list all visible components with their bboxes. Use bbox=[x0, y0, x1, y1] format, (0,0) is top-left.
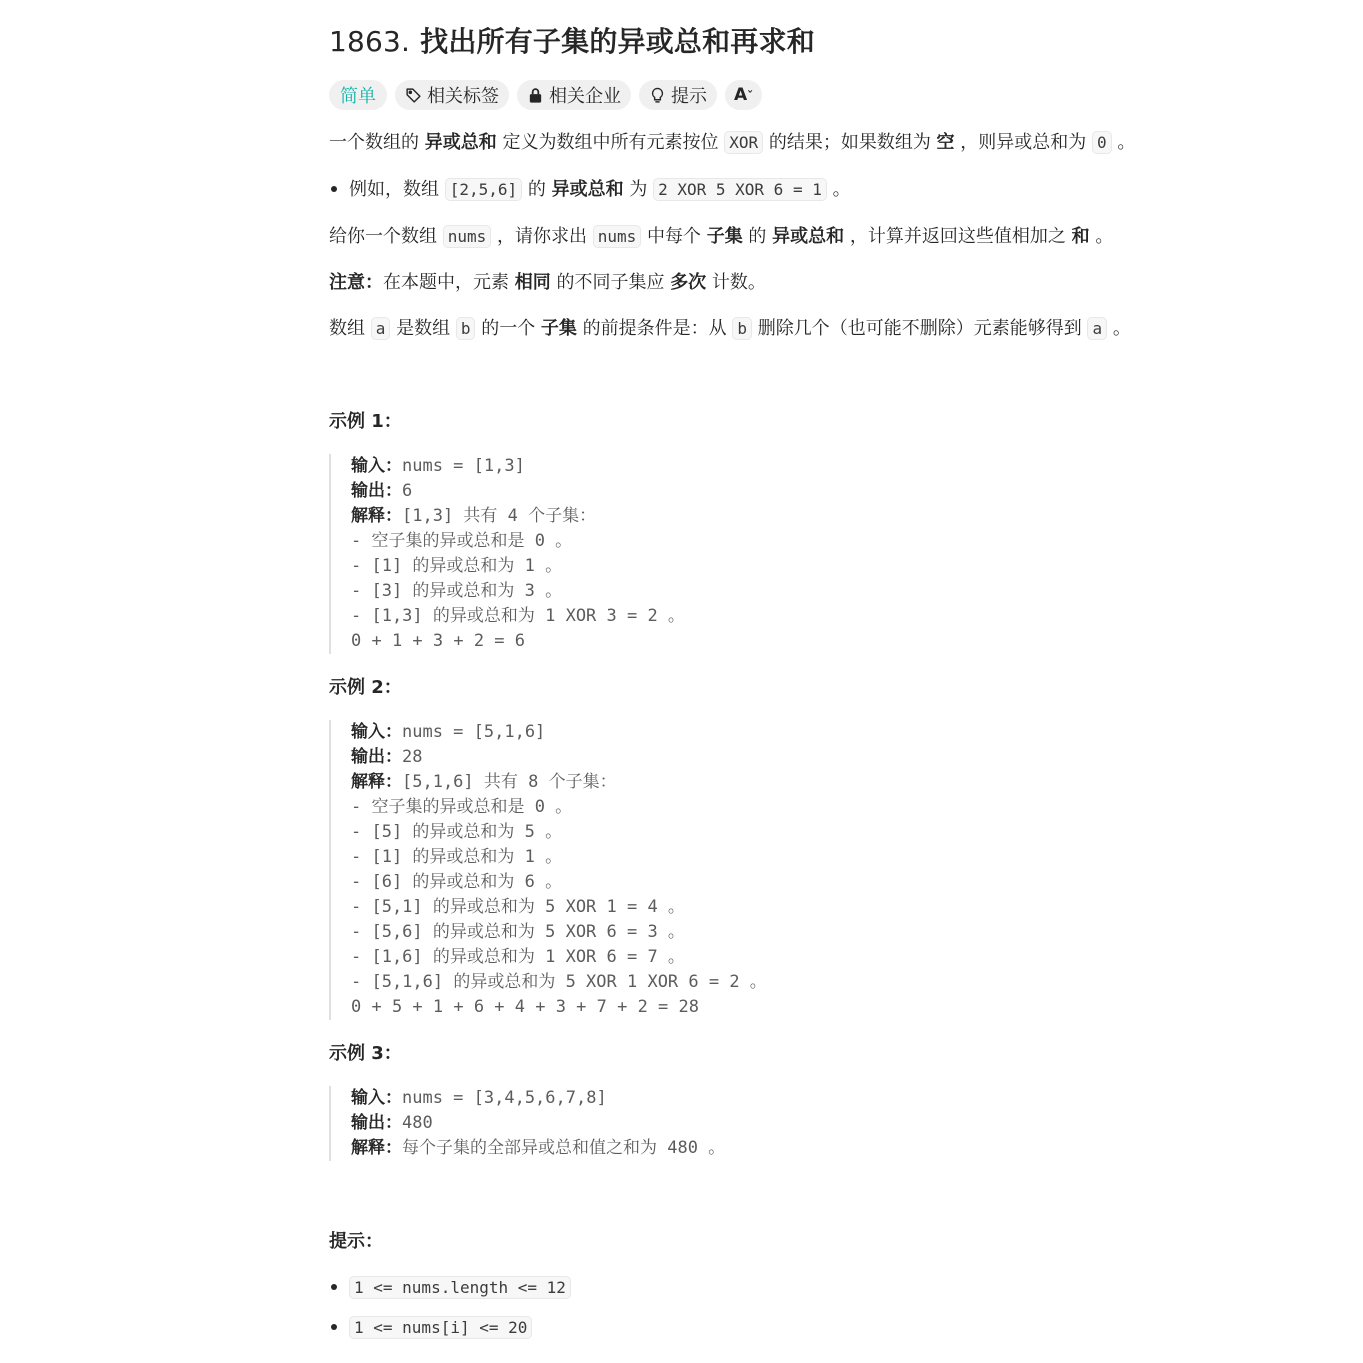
hint-label: 提示 bbox=[671, 86, 707, 107]
list-item: 1 <= nums[i] <= 20 bbox=[329, 1313, 532, 1343]
difficulty-badge[interactable]: 简单 bbox=[329, 80, 387, 110]
example-1-block: 输入：nums = [1,3] 输出：6 解释：[1,3] 共有 4 个子集： - 空子集的异或总和是 0 。 - [1] 的异或总和为 1 。 - [3] 的异或总和为 3 。 - [1,3] 的异或总和为 1 XOR 3 = 2 。 0 + 1 + 3 + 2 = 6 bbox=[329, 454, 685, 654]
lock-icon bbox=[527, 87, 544, 104]
example-3-block: 输入：nums = [3,4,5,6,7,8] 输出：480 解释：每个子集的全部异或总和值之和为 480 。 bbox=[329, 1086, 725, 1161]
related-tags-label: 相关标签 bbox=[427, 86, 499, 107]
list-item: 1 <= nums.length <= 12 bbox=[329, 1273, 571, 1303]
problem-number: 1863. bbox=[329, 25, 411, 58]
description-note: 注意：在本题中，元素 相同 的不同子集应 多次 计数。 bbox=[329, 272, 766, 293]
example-3-title: 示例 3： bbox=[329, 1043, 402, 1064]
example-1-title: 示例 1： bbox=[329, 411, 402, 432]
example-2-block: 输入：nums = [5,1,6] 输出：28 解释：[5,1,6] 共有 8 个子集： - 空子集的异或总和是 0 。 - [5] 的异或总和为 5 。 - [1] 的异或总和为 1 。 - [6] 的异或总和为 6 。 - [5,1] 的异或总和为 5 XOR 1 = 4 。 - [5,6] 的异或总和为 5 XOR 6 = 3 。 - [1,6] 的异或总和为 1 XOR 6 = 7 。 - [5,1,6] 的异或总和为 5 XOR 1 XOR 6 = 2 。 0 + 5 + 1 + 6 + 4 + 3 + 7 + 2 = 28 bbox=[329, 720, 767, 1020]
page-title bbox=[329, 22, 1119, 62]
description-paragraph-1: 一个数组的 异或总和 定义为数组中所有元素按位 XOR 的结果；如果数组为 空 ，则异或总和为 0 。 bbox=[329, 132, 1136, 153]
problem-title: 找出所有子集的异或总和再求和 bbox=[420, 25, 815, 58]
description-paragraph-2: 给你一个数组 nums ，请你求出 nums 中每个 子集 的 异或总和 ，计算并返回这些值相加之 和 。 bbox=[329, 226, 1114, 247]
list-item: 例如，数组 [2,5,6] 的 异或总和 为 2 XOR 5 XOR 6 = 1 。 bbox=[329, 175, 851, 205]
translate-button[interactable] bbox=[725, 80, 762, 110]
related-companies-label: 相关企业 bbox=[549, 86, 621, 107]
lightbulb-icon bbox=[649, 87, 666, 104]
constraints-title: 提示： bbox=[329, 1231, 383, 1252]
description-paragraph-4: 数组 a 是数组 b 的一个 子集 的前提条件是：从 b 删除几个（也可能不删除）元素能够得到 a 。 bbox=[329, 318, 1131, 339]
tag-icon bbox=[405, 87, 422, 104]
problem-description bbox=[329, 22, 1136, 1337]
tag-bar bbox=[329, 80, 1119, 110]
related-companies-button[interactable] bbox=[517, 80, 631, 110]
translate-icon: Aˇ bbox=[734, 85, 754, 105]
example-2-title: 示例 2： bbox=[329, 677, 402, 698]
related-tags-button[interactable] bbox=[395, 80, 509, 110]
hint-button[interactable] bbox=[639, 80, 717, 110]
